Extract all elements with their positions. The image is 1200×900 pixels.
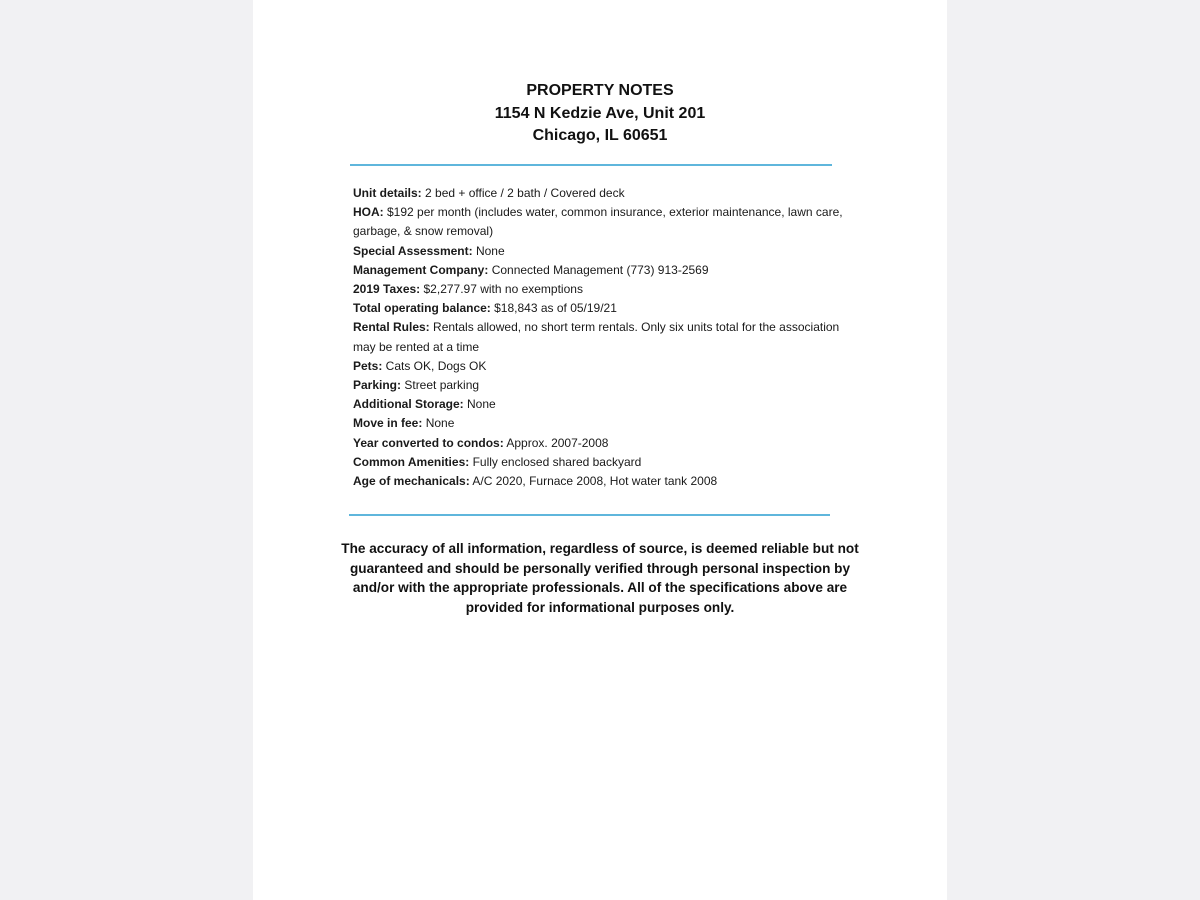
detail-row xyxy=(353,357,845,376)
detail-value: Street parking xyxy=(401,378,480,393)
detail-row xyxy=(353,472,845,491)
detail-row xyxy=(353,414,845,433)
detail-label: 2019 Taxes: xyxy=(353,282,421,297)
document-page xyxy=(253,0,947,900)
detail-label: Age of mechanicals: xyxy=(353,474,470,489)
detail-value: None xyxy=(472,243,505,258)
detail-value: Rentals allowed, no short term rentals. Only six units total for the association may be rented at a time xyxy=(353,320,840,354)
detail-row xyxy=(353,203,845,241)
detail-row xyxy=(353,376,845,395)
detail-value: Fully enclosed shared backyard xyxy=(469,454,642,469)
detail-value: $18,843 as of 05/19/21 xyxy=(490,301,617,316)
detail-row xyxy=(353,184,845,203)
detail-value: A/C 2020, Furnace 2008, Hot water tank 2008 xyxy=(469,474,718,489)
disclaimer-text: The accuracy of all information, regardless of source, is deemed reliable but not guaranteed and should be personally verified through personal inspection by and/or with the appropriate professionals. All of the specifications above are provided for informational purposes only. xyxy=(341,541,859,615)
detail-value: $192 per month (includes water, common insurance, exterior maintenance, lawn care, garbage, & snow removal) xyxy=(353,205,843,239)
detail-label: Special Assessment: xyxy=(353,243,473,258)
detail-row xyxy=(353,299,845,318)
detail-row xyxy=(353,318,845,356)
detail-value: None xyxy=(422,416,455,431)
detail-value: Connected Management (773) 913-2569 xyxy=(488,262,709,277)
detail-label: Management Company: xyxy=(353,262,489,277)
detail-value: 2 bed + office / 2 bath / Covered deck xyxy=(421,186,625,200)
detail-label: Unit details: xyxy=(353,186,422,200)
detail-label: HOA: xyxy=(353,205,384,220)
detail-label: Pets: xyxy=(353,358,383,373)
detail-label: Rental Rules: xyxy=(353,320,430,335)
detail-row xyxy=(353,395,845,414)
detail-row xyxy=(353,434,845,453)
detail-label: Year converted to condos: xyxy=(353,435,504,450)
detail-value: Approx. 2007-2008 xyxy=(503,435,609,450)
detail-row xyxy=(353,242,845,261)
top-divider xyxy=(350,164,832,166)
detail-label: Parking: xyxy=(353,378,402,393)
detail-label: Common Amenities: xyxy=(353,454,470,469)
detail-row xyxy=(353,261,845,280)
bottom-divider xyxy=(349,514,830,516)
detail-label: Move in fee: xyxy=(353,416,423,431)
detail-row xyxy=(353,453,845,472)
document-title: PROPERTY NOTES xyxy=(526,82,674,99)
address-line-1: 1154 N Kedzie Ave, Unit 201 xyxy=(494,104,706,122)
address-line-2: Chicago, IL 60651 xyxy=(532,127,668,144)
detail-value: $2,277.97 with no exemptions xyxy=(420,282,583,297)
detail-row xyxy=(353,280,845,299)
detail-value: None xyxy=(463,397,496,412)
detail-label: Additional Storage: xyxy=(353,397,464,412)
detail-value: Cats OK, Dogs OK xyxy=(382,358,487,373)
detail-label: Total operating balance: xyxy=(353,301,491,316)
property-details xyxy=(353,184,845,491)
document-header xyxy=(253,80,947,148)
